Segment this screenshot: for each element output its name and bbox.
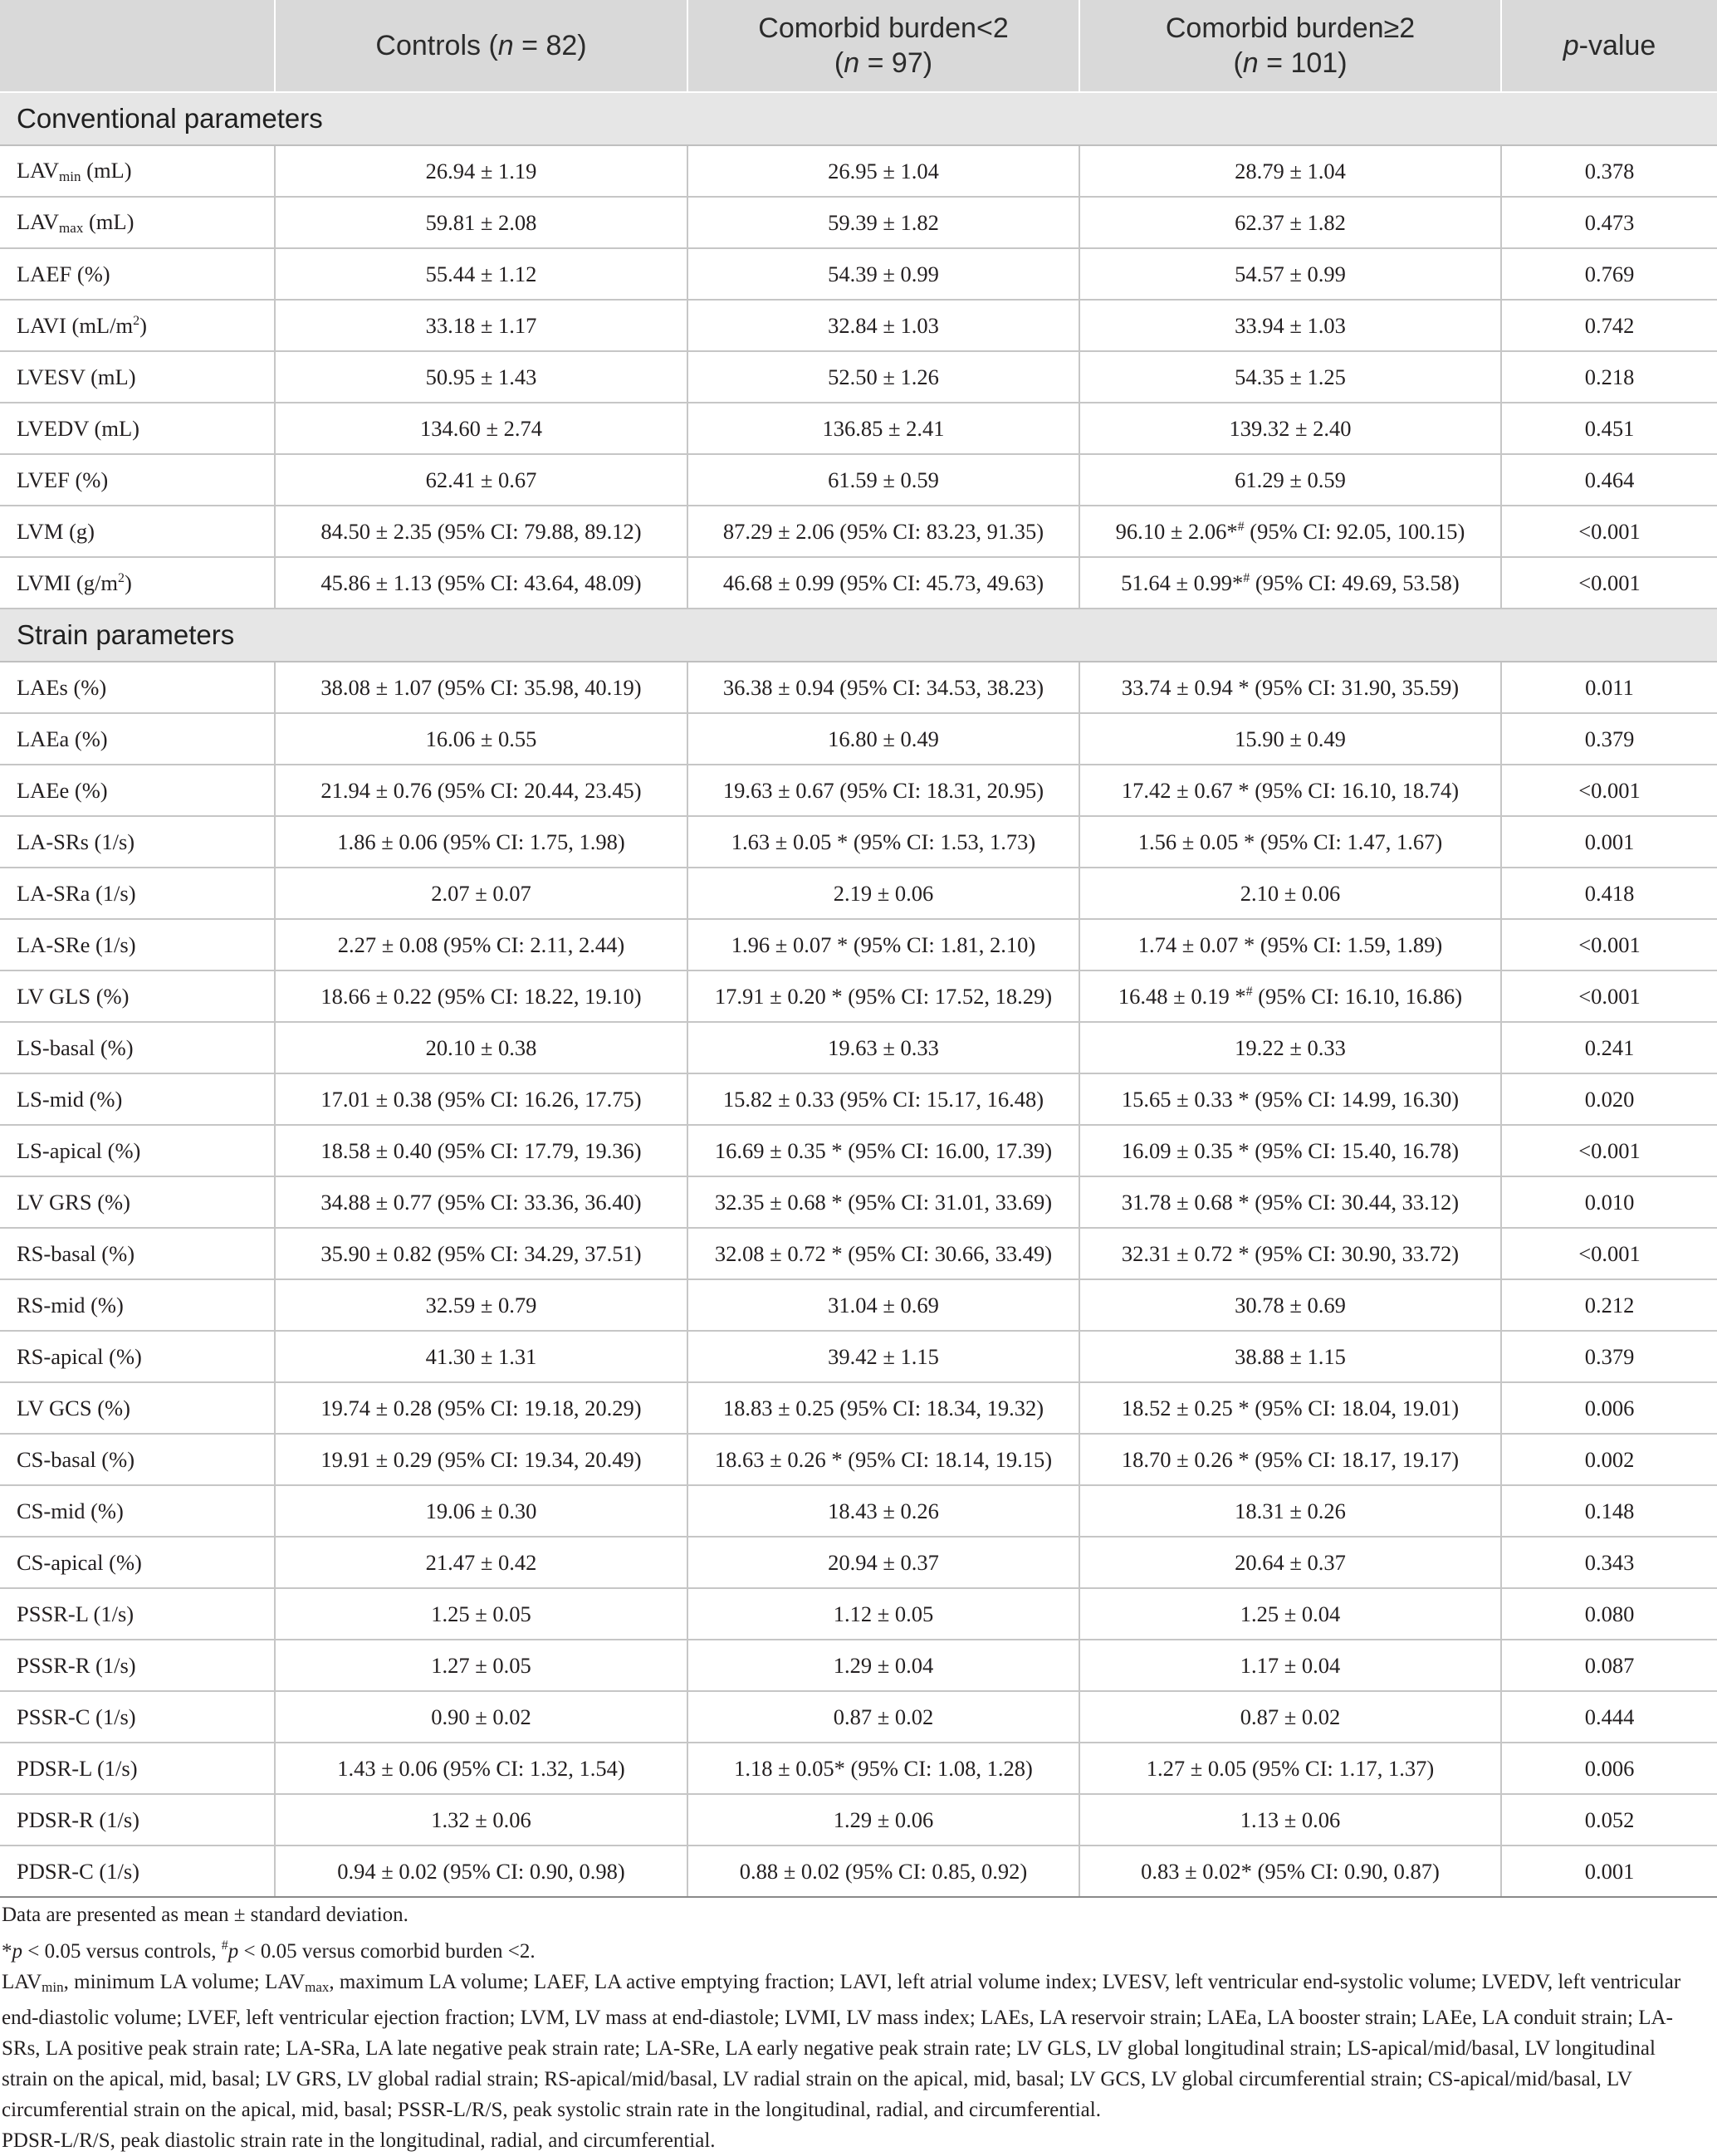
row-label-text: LAEF (%) (17, 261, 110, 286)
header-parameter (0, 0, 275, 92)
row-label-unit: ) (124, 570, 132, 595)
section-header-row (0, 609, 1717, 662)
row-label (0, 403, 275, 454)
cell-comorbid-ge2: 62.37 ± 1.82 (1079, 197, 1501, 248)
row-label-text: LS-basal (%) (17, 1034, 134, 1060)
cell-ci: (95% CI: 92.05, 100.15) (1244, 518, 1465, 544)
cell-controls: 62.41 ± 0.67 (275, 454, 687, 506)
cell-comorbid-ge2: 54.57 ± 0.99 (1079, 248, 1501, 300)
cell-comorbid-ge2: 1.56 ± 0.05 * (95% CI: 1.47, 1.67) (1079, 816, 1501, 868)
cell-comorbid-ge2: 19.22 ± 0.33 (1079, 1022, 1501, 1073)
cell-controls: 134.60 ± 2.74 (275, 403, 687, 454)
row-label (0, 1073, 275, 1125)
row-label (0, 1846, 275, 1897)
table-row (0, 300, 1717, 351)
section-title: Strain parameters (0, 609, 1717, 662)
row-label (0, 1588, 275, 1640)
table-row (0, 454, 1717, 506)
cell-value: 96.10 ± 2.06* (1115, 518, 1238, 544)
cell-value: 16.48 ± 0.19 * (1118, 983, 1246, 1009)
table-row (0, 1331, 1717, 1382)
row-label-text: LS-mid (%) (17, 1086, 123, 1112)
table-row (0, 351, 1717, 403)
cell-comorbid-ge2: 33.74 ± 0.94 * (95% CI: 31.90, 35.59) (1079, 662, 1501, 713)
table-row (0, 145, 1717, 197)
row-label (0, 1382, 275, 1434)
header-row (0, 0, 1717, 92)
cell-p-value: 0.444 (1501, 1691, 1717, 1743)
cell-comorbid-lt2: 18.83 ± 0.25 (95% CI: 18.34, 19.32) (687, 1382, 1079, 1434)
footnote-abbreviations: $LAV_{min}$, minimum LA volume; $LAV_{max}$, maximum LA volume; LAEF, LA active emptying fraction; LAVI, left atrial volume index; LVESV, left ventricular end-systolic volume; LVEDV, left ventricular end-diastolic volume; LVEF, left ventricular ejection fraction; LVM, LV mass at end-diastole; LVMI, LV mass index; LAEs, LA reservoir strain; LAEa, LA booster strain; LAEe, LA conduit strain; LA-SRs, LA positive peak strain rate; LA-SRa, LA late negative peak strain rate; LA-SRe, LA early negative peak strain rate; LV GLS, LV global longitudinal strain; LS-apical/mid/basal, LV longitudinal strain on the apical, mid, basal; LV GRS, LV global radial strain; RS-apical/mid/basal, LV radial strain on the apical, mid, basal; LV GCS, LV global circumferential strain; CS-apical/mid/basal, LV circumferential strain on the apical, mid, basal; PSSR-L/R/S, peak systolic strain rate in the longitudinal, radial, and circumferential. (2, 1971, 1681, 2121)
header-controls: Controls (n = 82) (275, 0, 687, 92)
row-label (0, 919, 275, 970)
table-row (0, 1794, 1717, 1846)
cell-comorbid-ge2: 1.17 ± 0.04 (1079, 1640, 1501, 1691)
cell-comorbid-ge2: 20.64 ± 0.37 (1079, 1537, 1501, 1588)
cell-p-value: 0.742 (1501, 300, 1717, 351)
cell-comorbid-lt2: 2.19 ± 0.06 (687, 868, 1079, 919)
table-row (0, 1279, 1717, 1331)
row-label (0, 1176, 275, 1228)
cell-comorbid-ge2: 32.31 ± 0.72 * (95% CI: 30.90, 33.72) (1079, 1228, 1501, 1279)
row-label-text: CS-apical (%) (17, 1549, 142, 1575)
cell-p-value: 0.001 (1501, 816, 1717, 868)
cell-p-value: 0.087 (1501, 1640, 1717, 1691)
cell-controls: 19.06 ± 0.30 (275, 1485, 687, 1537)
table-row (0, 662, 1717, 713)
row-label-text: PSSR-C (1/s) (17, 1704, 136, 1729)
cell-p-value: 0.010 (1501, 1176, 1717, 1228)
cell-p-value: <0.001 (1501, 765, 1717, 816)
cell-comorbid-lt2: 61.59 ± 0.59 (687, 454, 1079, 506)
row-label-unit: (mL) (81, 157, 132, 183)
row-label-text: LAVI (mL/m (17, 312, 134, 338)
row-label (0, 557, 275, 609)
row-label (0, 1279, 275, 1331)
row-label-text: RS-apical (%) (17, 1343, 142, 1369)
cell-comorbid-ge2: 28.79 ± 1.04 (1079, 145, 1501, 197)
cell-comorbid-ge2: 16.09 ± 0.35 * (95% CI: 15.40, 16.78) (1079, 1125, 1501, 1176)
table-footnotes (0, 1899, 1695, 2156)
row-label (0, 970, 275, 1022)
cell-comorbid-lt2: 16.69 ± 0.35 * (95% CI: 16.00, 17.39) (687, 1125, 1079, 1176)
cell-comorbid-ge2: 33.94 ± 1.03 (1079, 300, 1501, 351)
table-row (0, 868, 1717, 919)
cell-controls: 33.18 ± 1.17 (275, 300, 687, 351)
table-row (0, 1640, 1717, 1691)
row-label-text: CS-basal (%) (17, 1446, 135, 1472)
table-row (0, 1382, 1717, 1434)
row-label-text: LVEDV (mL) (17, 415, 139, 441)
table-row (0, 1125, 1717, 1176)
footnote-significance: *p < 0.05 versus controls, #p < 0.05 versus comorbid burden <2. (2, 1938, 536, 1963)
cell-comorbid-lt2: 16.80 ± 0.49 (687, 713, 1079, 765)
table-row (0, 1485, 1717, 1537)
cell-comorbid-lt2: 46.68 ± 0.99 (95% CI: 45.73, 49.63) (687, 557, 1079, 609)
row-label-text: LAEa (%) (17, 726, 108, 751)
row-label (0, 197, 275, 248)
row-label-subscript: min (59, 168, 81, 184)
row-label-text: LV GRS (%) (17, 1189, 130, 1215)
cell-comorbid-ge2 (1079, 557, 1501, 609)
cell-comorbid-lt2: 59.39 ± 1.82 (687, 197, 1079, 248)
row-label (0, 1794, 275, 1846)
row-label-text: LVESV (mL) (17, 364, 136, 389)
cell-p-value: 0.378 (1501, 145, 1717, 197)
row-label-text: LVMI (g/m (17, 570, 118, 595)
cell-p-value: 0.464 (1501, 454, 1717, 506)
cell-comorbid-lt2: 32.08 ± 0.72 * (95% CI: 30.66, 33.49) (687, 1228, 1079, 1279)
row-label-text: LVM (g) (17, 518, 95, 544)
cell-comorbid-ge2: 1.13 ± 0.06 (1079, 1794, 1501, 1846)
row-label (0, 868, 275, 919)
cell-superscript: # (1245, 984, 1253, 999)
cell-controls: 21.47 ± 0.42 (275, 1537, 687, 1588)
cell-comorbid-lt2: 1.29 ± 0.06 (687, 1794, 1079, 1846)
row-label-text: LV GLS (%) (17, 983, 130, 1009)
table-row (0, 197, 1717, 248)
header-comorbid-ge2: Comorbid burden≥2 (n = 101) (1079, 0, 1501, 92)
cell-controls: 59.81 ± 2.08 (275, 197, 687, 248)
cell-comorbid-lt2: 52.50 ± 1.26 (687, 351, 1079, 403)
table-row (0, 1743, 1717, 1794)
cell-comorbid-lt2: 18.43 ± 0.26 (687, 1485, 1079, 1537)
row-label-text: LAV (17, 157, 60, 183)
row-label-text: CS-mid (%) (17, 1498, 124, 1523)
cell-comorbid-ge2: 139.32 ± 2.40 (1079, 403, 1501, 454)
cell-controls: 0.94 ± 0.02 (95% CI: 0.90, 0.98) (275, 1846, 687, 1897)
row-label (0, 1125, 275, 1176)
row-label-text: RS-basal (%) (17, 1240, 135, 1266)
cell-p-value: 0.001 (1501, 1846, 1717, 1897)
cell-controls: 1.27 ± 0.05 (275, 1640, 687, 1691)
cell-p-value: 0.241 (1501, 1022, 1717, 1073)
cell-controls: 2.07 ± 0.07 (275, 868, 687, 919)
cell-comorbid-ge2: 17.42 ± 0.67 * (95% CI: 16.10, 18.74) (1079, 765, 1501, 816)
cell-controls: 34.88 ± 0.77 (95% CI: 33.36, 36.40) (275, 1176, 687, 1228)
row-label (0, 1228, 275, 1279)
cell-comorbid-lt2: 18.63 ± 0.26 * (95% CI: 18.14, 19.15) (687, 1434, 1079, 1485)
row-label-text: LA-SRa (1/s) (17, 880, 136, 906)
row-label (0, 1485, 275, 1537)
table-row (0, 1176, 1717, 1228)
row-label-unit: (mL) (83, 208, 135, 234)
row-label (0, 1331, 275, 1382)
cell-p-value: 0.052 (1501, 1794, 1717, 1846)
cell-comorbid-lt2: 0.87 ± 0.02 (687, 1691, 1079, 1743)
cell-controls: 0.90 ± 0.02 (275, 1691, 687, 1743)
cell-comorbid-lt2: 1.12 ± 0.05 (687, 1588, 1079, 1640)
cell-comorbid-ge2: 30.78 ± 0.69 (1079, 1279, 1501, 1331)
cell-controls: 45.86 ± 1.13 (95% CI: 43.64, 48.09) (275, 557, 687, 609)
cell-value: 51.64 ± 0.99* (1121, 570, 1244, 595)
cell-controls: 1.32 ± 0.06 (275, 1794, 687, 1846)
cell-ci: (95% CI: 16.10, 16.86) (1252, 983, 1463, 1009)
cell-comorbid-ge2: 18.70 ± 0.26 * (95% CI: 18.17, 19.17) (1079, 1434, 1501, 1485)
row-label (0, 454, 275, 506)
cell-p-value: 0.020 (1501, 1073, 1717, 1125)
row-label-text: LVEF (%) (17, 467, 109, 492)
row-label (0, 1434, 275, 1485)
row-label-text: PDSR-L (1/s) (17, 1755, 138, 1781)
cell-comorbid-lt2: 1.96 ± 0.07 * (95% CI: 1.81, 2.10) (687, 919, 1079, 970)
row-label (0, 145, 275, 197)
table-row (0, 1228, 1717, 1279)
cell-comorbid-lt2: 0.88 ± 0.02 (95% CI: 0.85, 0.92) (687, 1846, 1079, 1897)
cell-p-value: 0.379 (1501, 713, 1717, 765)
row-label (0, 1640, 275, 1691)
row-label-superscript: 2 (117, 570, 125, 585)
cell-p-value: 0.769 (1501, 248, 1717, 300)
table-row (0, 1537, 1717, 1588)
cell-controls: 19.91 ± 0.29 (95% CI: 19.34, 20.49) (275, 1434, 687, 1485)
cell-comorbid-ge2 (1079, 970, 1501, 1022)
table-row (0, 970, 1717, 1022)
cell-p-value: 0.148 (1501, 1485, 1717, 1537)
table-row (0, 403, 1717, 454)
cell-controls: 55.44 ± 1.12 (275, 248, 687, 300)
cell-comorbid-ge2: 1.25 ± 0.04 (1079, 1588, 1501, 1640)
cell-controls: 1.43 ± 0.06 (95% CI: 1.32, 1.54) (275, 1743, 687, 1794)
cell-p-value: 0.418 (1501, 868, 1717, 919)
header-p-value: p-value (1501, 0, 1717, 92)
cell-comorbid-ge2: 61.29 ± 0.59 (1079, 454, 1501, 506)
row-label (0, 1022, 275, 1073)
table-row (0, 713, 1717, 765)
cell-ci: (95% CI: 49.69, 53.58) (1250, 570, 1460, 595)
cell-superscript: # (1237, 519, 1245, 534)
cell-p-value: 0.218 (1501, 351, 1717, 403)
cell-comorbid-lt2: 87.29 ± 2.06 (95% CI: 83.23, 91.35) (687, 506, 1079, 557)
table-row (0, 1022, 1717, 1073)
row-label (0, 662, 275, 713)
cell-controls: 18.66 ± 0.22 (95% CI: 18.22, 19.10) (275, 970, 687, 1022)
cell-controls: 21.94 ± 0.76 (95% CI: 20.44, 23.45) (275, 765, 687, 816)
cell-p-value: 0.002 (1501, 1434, 1717, 1485)
cell-comorbid-lt2: 32.35 ± 0.68 * (95% CI: 31.01, 33.69) (687, 1176, 1079, 1228)
cell-controls: 38.08 ± 1.07 (95% CI: 35.98, 40.19) (275, 662, 687, 713)
cell-controls: 20.10 ± 0.38 (275, 1022, 687, 1073)
row-label (0, 713, 275, 765)
cell-comorbid-lt2: 36.38 ± 0.94 (95% CI: 34.53, 38.23) (687, 662, 1079, 713)
cell-comorbid-lt2: 136.85 ± 2.41 (687, 403, 1079, 454)
row-label-text: LAEs (%) (17, 674, 107, 700)
cell-comorbid-lt2: 15.82 ± 0.33 (95% CI: 15.17, 16.48) (687, 1073, 1079, 1125)
cell-p-value: 0.006 (1501, 1743, 1717, 1794)
cell-comorbid-lt2: 54.39 ± 0.99 (687, 248, 1079, 300)
cell-controls: 84.50 ± 2.35 (95% CI: 79.88, 89.12) (275, 506, 687, 557)
row-label-text: LA-SRs (1/s) (17, 829, 135, 854)
table-row (0, 1434, 1717, 1485)
row-label-text: PSSR-R (1/s) (17, 1652, 136, 1678)
row-label (0, 300, 275, 351)
cell-p-value: 0.473 (1501, 197, 1717, 248)
cell-comorbid-ge2: 1.27 ± 0.05 (95% CI: 1.17, 1.37) (1079, 1743, 1501, 1794)
row-label-text: PDSR-C (1/s) (17, 1858, 139, 1884)
cell-p-value: 0.451 (1501, 403, 1717, 454)
table-row (0, 1691, 1717, 1743)
cell-comorbid-ge2: 38.88 ± 1.15 (1079, 1331, 1501, 1382)
row-label-unit: ) (139, 312, 147, 338)
cell-comorbid-lt2: 1.29 ± 0.04 (687, 1640, 1079, 1691)
cell-comorbid-lt2: 32.84 ± 1.03 (687, 300, 1079, 351)
cell-p-value: 0.343 (1501, 1537, 1717, 1588)
cell-superscript: # (1243, 570, 1250, 585)
row-label-text: LAEe (%) (17, 777, 108, 803)
table-row (0, 765, 1717, 816)
cell-controls: 1.86 ± 0.06 (95% CI: 1.75, 1.98) (275, 816, 687, 868)
row-label-text: PSSR-L (1/s) (17, 1601, 135, 1626)
table-row (0, 919, 1717, 970)
cell-comorbid-lt2: 19.63 ± 0.67 (95% CI: 18.31, 20.95) (687, 765, 1079, 816)
cell-controls: 50.95 ± 1.43 (275, 351, 687, 403)
row-label-text: LV GCS (%) (17, 1395, 130, 1420)
footnote-pdsr: PDSR-L/R/S, peak diastolic strain rate in the longitudinal, radial, and circumferential. (2, 2129, 716, 2152)
cell-controls: 41.30 ± 1.31 (275, 1331, 687, 1382)
row-label (0, 506, 275, 557)
row-label (0, 1691, 275, 1743)
cell-comorbid-lt2: 26.95 ± 1.04 (687, 145, 1079, 197)
cell-controls: 17.01 ± 0.38 (95% CI: 16.26, 17.75) (275, 1073, 687, 1125)
cell-comorbid-ge2: 0.87 ± 0.02 (1079, 1691, 1501, 1743)
row-label-text: RS-mid (%) (17, 1292, 124, 1318)
cell-comorbid-ge2: 15.65 ± 0.33 * (95% CI: 14.99, 16.30) (1079, 1073, 1501, 1125)
cell-p-value: <0.001 (1501, 970, 1717, 1022)
row-label (0, 765, 275, 816)
row-label-text: PDSR-R (1/s) (17, 1806, 139, 1832)
cell-comorbid-ge2: 54.35 ± 1.25 (1079, 351, 1501, 403)
cell-comorbid-ge2 (1079, 506, 1501, 557)
table-body (0, 92, 1717, 1897)
row-label (0, 1537, 275, 1588)
section-header-row (0, 92, 1717, 145)
cell-comorbid-lt2: 17.91 ± 0.20 * (95% CI: 17.52, 18.29) (687, 970, 1079, 1022)
cell-comorbid-lt2: 20.94 ± 0.37 (687, 1537, 1079, 1588)
cell-p-value: 0.379 (1501, 1331, 1717, 1382)
table-row (0, 1846, 1717, 1897)
cell-comorbid-ge2: 2.10 ± 0.06 (1079, 868, 1501, 919)
row-label (0, 1743, 275, 1794)
row-label-text: LS-apical (%) (17, 1137, 141, 1163)
cell-comorbid-ge2: 18.31 ± 0.26 (1079, 1485, 1501, 1537)
table-row (0, 816, 1717, 868)
footnote-data-presentation: Data are presented as mean ± standard deviation. (2, 1904, 408, 1926)
cell-p-value: <0.001 (1501, 919, 1717, 970)
cell-controls: 2.27 ± 0.08 (95% CI: 2.11, 2.44) (275, 919, 687, 970)
row-label-superscript: 2 (133, 313, 140, 328)
cell-controls: 18.58 ± 0.40 (95% CI: 17.79, 19.36) (275, 1125, 687, 1176)
table-row (0, 1588, 1717, 1640)
row-label (0, 351, 275, 403)
cell-comorbid-lt2: 1.63 ± 0.05 * (95% CI: 1.53, 1.73) (687, 816, 1079, 868)
cell-controls: 35.90 ± 0.82 (95% CI: 34.29, 37.51) (275, 1228, 687, 1279)
cell-comorbid-ge2: 1.74 ± 0.07 * (95% CI: 1.59, 1.89) (1079, 919, 1501, 970)
cell-comorbid-lt2: 39.42 ± 1.15 (687, 1331, 1079, 1382)
cell-controls: 32.59 ± 0.79 (275, 1279, 687, 1331)
table-row (0, 557, 1717, 609)
cell-p-value: 0.080 (1501, 1588, 1717, 1640)
cell-comorbid-ge2: 31.78 ± 0.68 * (95% CI: 30.44, 33.12) (1079, 1176, 1501, 1228)
cell-controls: 16.06 ± 0.55 (275, 713, 687, 765)
cell-comorbid-ge2: 0.83 ± 0.02* (95% CI: 0.90, 0.87) (1079, 1846, 1501, 1897)
cell-comorbid-lt2: 19.63 ± 0.33 (687, 1022, 1079, 1073)
cell-controls: 19.74 ± 0.28 (95% CI: 19.18, 20.29) (275, 1382, 687, 1434)
cell-p-value: <0.001 (1501, 1125, 1717, 1176)
row-label (0, 816, 275, 868)
table-row (0, 248, 1717, 300)
row-label-text: LAV (17, 208, 60, 234)
cell-p-value: 0.006 (1501, 1382, 1717, 1434)
cell-p-value: <0.001 (1501, 557, 1717, 609)
cell-p-value: 0.212 (1501, 1279, 1717, 1331)
table-row (0, 1073, 1717, 1125)
cell-comorbid-ge2: 15.90 ± 0.49 (1079, 713, 1501, 765)
cell-comorbid-ge2: 18.52 ± 0.25 * (95% CI: 18.04, 19.01) (1079, 1382, 1501, 1434)
row-label-text: LA-SRe (1/s) (17, 931, 136, 957)
cell-controls: 1.25 ± 0.05 (275, 1588, 687, 1640)
section-title: Conventional parameters (0, 92, 1717, 145)
cell-comorbid-lt2: 31.04 ± 0.69 (687, 1279, 1079, 1331)
row-label (0, 248, 275, 300)
row-label-subscript: max (59, 219, 84, 236)
cell-p-value: <0.001 (1501, 1228, 1717, 1279)
cell-p-value: 0.011 (1501, 662, 1717, 713)
cell-comorbid-lt2: 1.18 ± 0.05* (95% CI: 1.08, 1.28) (687, 1743, 1079, 1794)
header-comorbid-lt2: Comorbid burden<2 (n = 97) (687, 0, 1079, 92)
cell-p-value: <0.001 (1501, 506, 1717, 557)
cell-controls: 26.94 ± 1.19 (275, 145, 687, 197)
table-row (0, 506, 1717, 557)
